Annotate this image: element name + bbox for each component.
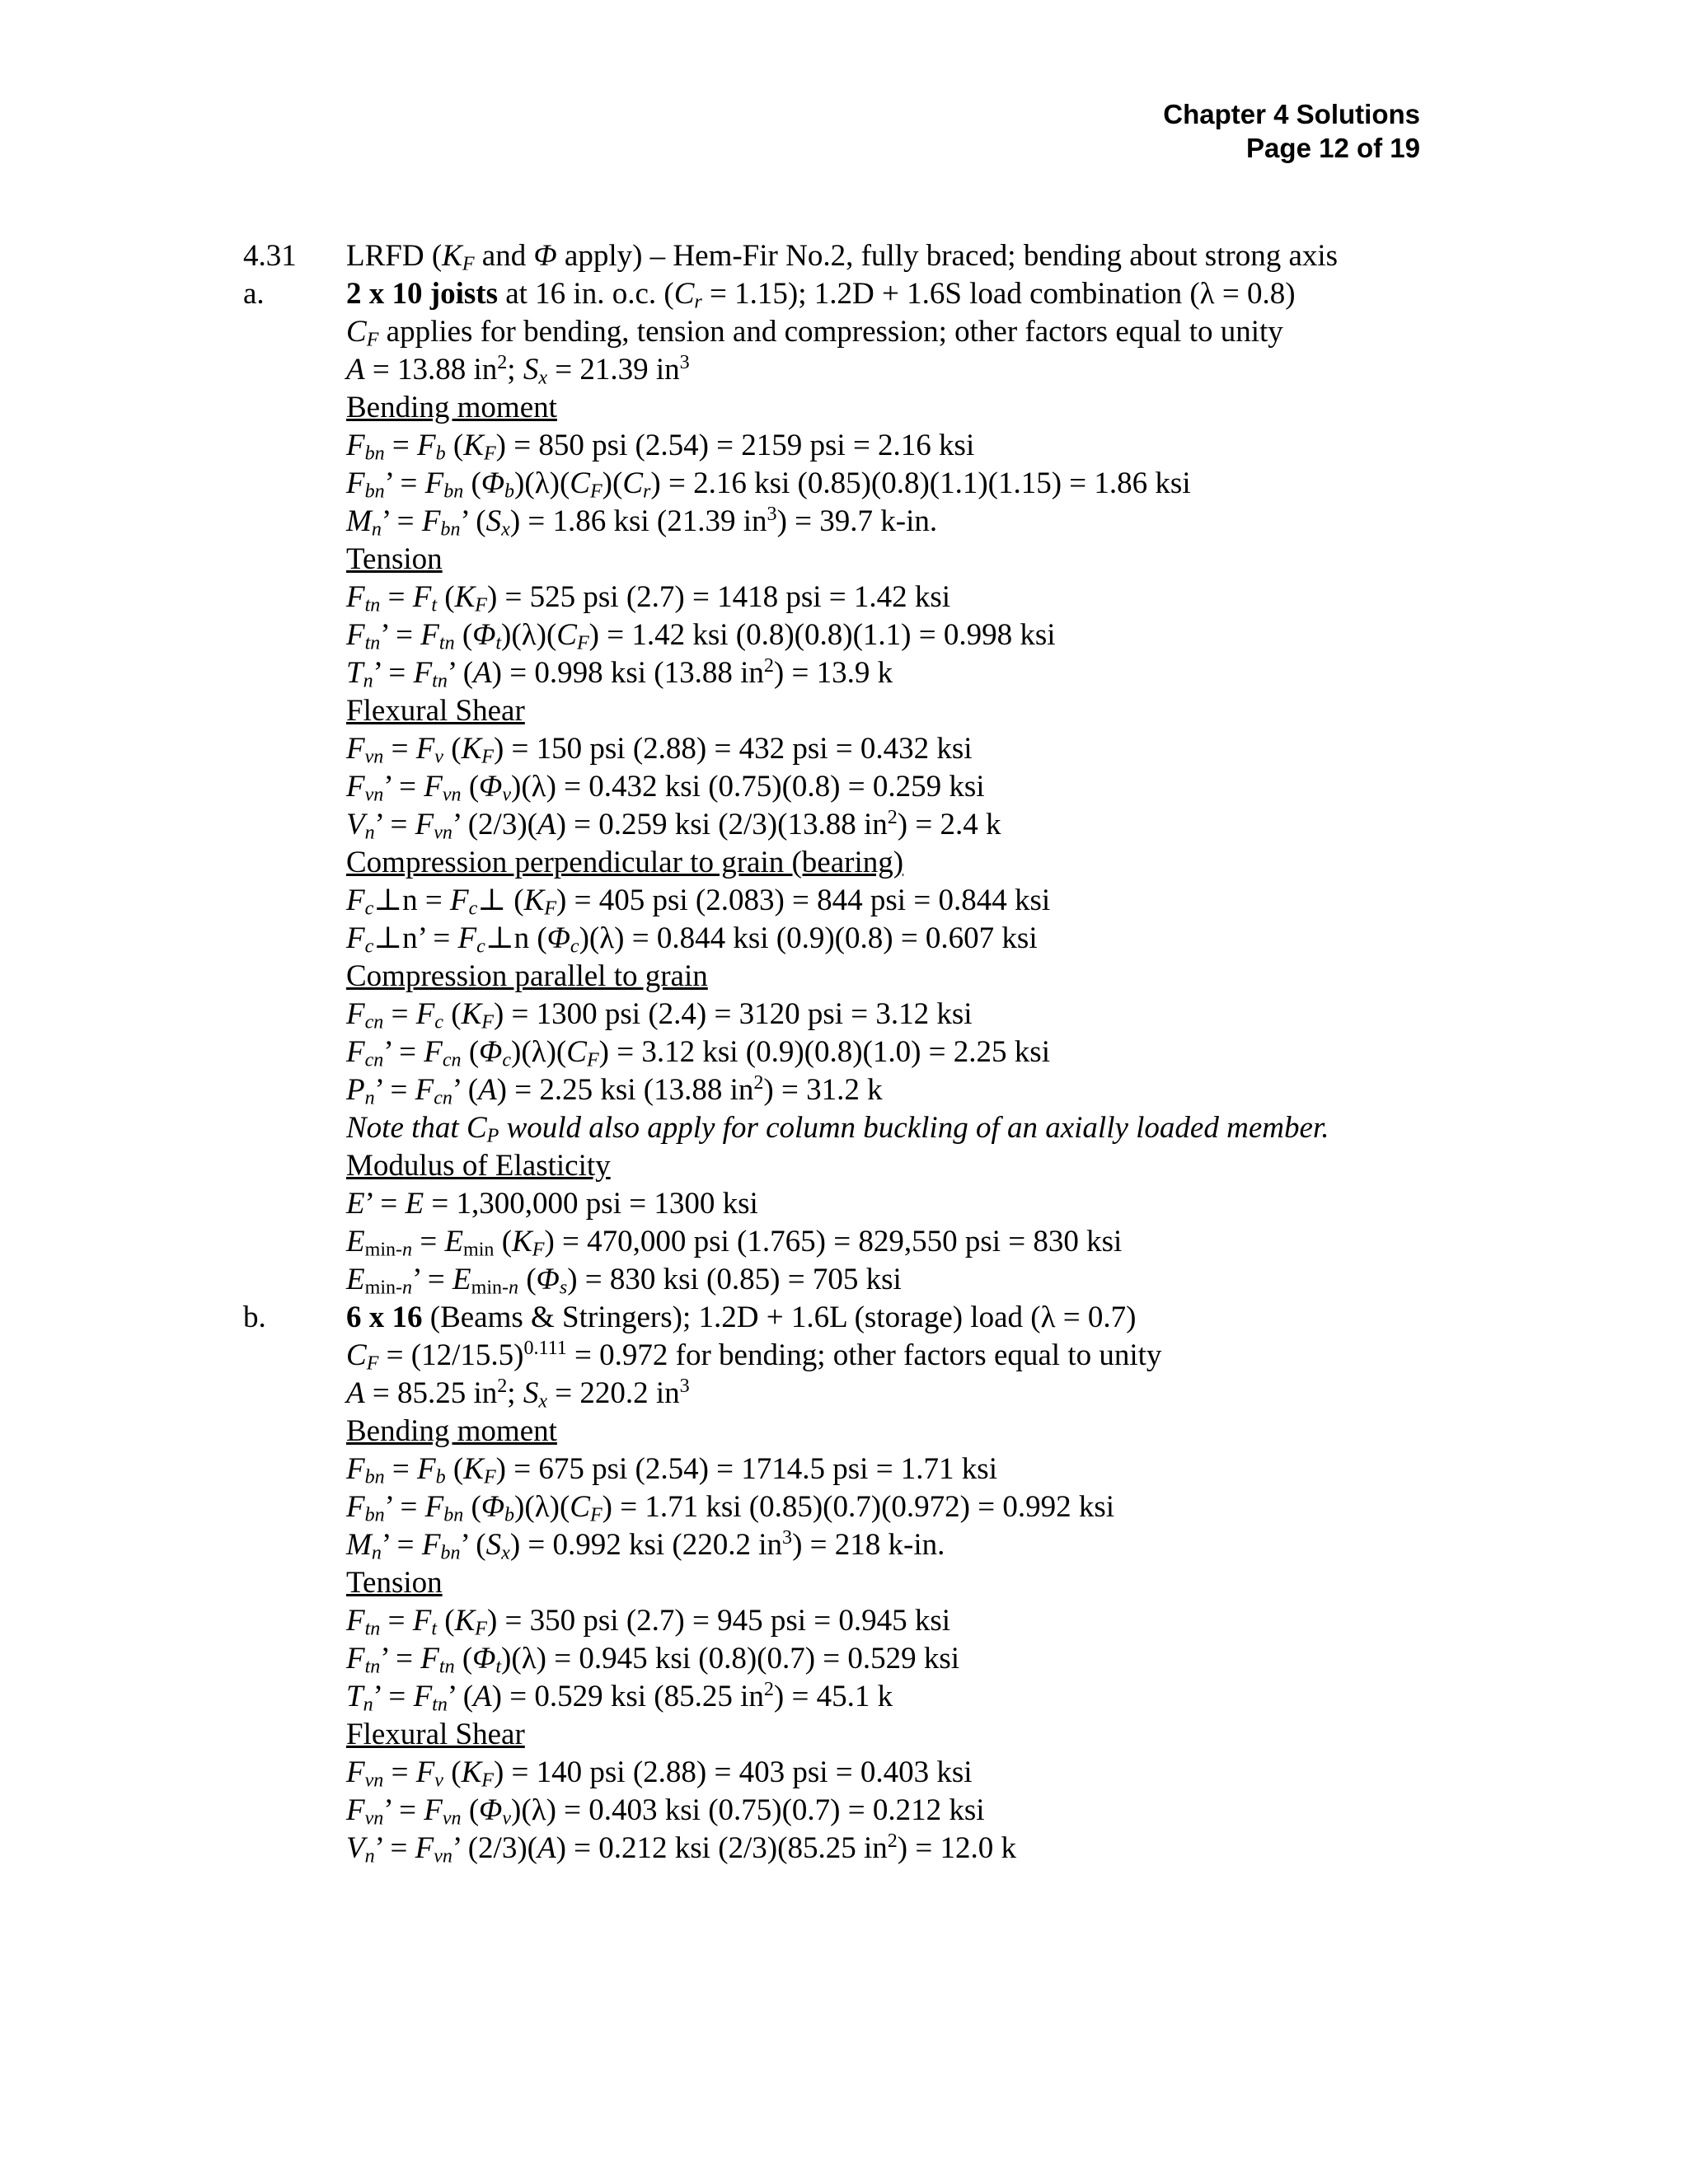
- part-a-bending-heading: Bending moment: [346, 391, 557, 424]
- equation-line: $F_{vn}$’ = $F_{vn}$ $(\Phi_v)(\lambda) = 0.403$ ksi (0.75)(0.7) = 0.212 ksi: [346, 1793, 985, 1830]
- part-a-shear-heading: Flexural Shear: [346, 694, 525, 728]
- equation-line: $F_{cn} = F_c$ $(K_F) = 1300$ psi (2.4) = 3120 psi = 3.12 ksi: [346, 997, 973, 1033]
- equation-line: $E_{min-n}$’ = $E_{min-n}$ $(\Phi_s) = 830$ ksi (0.85) = 705 ksi: [346, 1263, 902, 1299]
- equation-line: $T_n$’ = $F_{tn}$’ (A) = 0.998 ksi (13.88 $in^2) = 13.9$ k: [346, 654, 893, 692]
- part-b-section-props: A = 85.25 $in^2$; $S_x = 220.2$ $in^3$: [346, 1375, 690, 1413]
- equation-line: $F_{tn} = F_t$ $(K_F) = 350$ psi (2.7) = 945 psi = 0.945 ksi: [346, 1604, 951, 1640]
- problem-number: 4.31: [243, 239, 297, 273]
- part-a-intro: 2 x 10 joists at 16 in. o.c. $(C_r = 1.15)$; 1.2D + 1.6S load combination (λ = 0.8): [346, 277, 1296, 313]
- chapter-title: Chapter 4 Solutions: [1163, 99, 1420, 129]
- part-a-label: a.: [243, 277, 265, 311]
- part-a-cperp-heading: Compression perpendicular to grain (bearing): [346, 846, 904, 879]
- equation-line: $F_{bn}$’ = $F_{bn}$ $(\Phi_b)(\lambda)(C_F)(C_r) = 2.16$ ksi (0.85)(0.8)(1.1)(1.15) = 1.86 ksi: [346, 466, 1191, 503]
- equation-line: $P_n$’ = $F_{cn}$’ (A) = 2.25 ksi (13.88 $in^2) = 31.2$ k: [346, 1071, 883, 1109]
- equation-line: $F_{vn}$’ = $F_{vn}$ $(\Phi_v)(\lambda) = 0.432$ ksi (0.75)(0.8) = 0.259 ksi: [346, 770, 985, 806]
- part-a-cf-note: $C_F$ applies for bending, tension and compression; other factors equal to unity: [346, 315, 1283, 351]
- part-b-intro: 6 x 16 (Beams & Stringers); 1.2D + 1.6L (storage) load (λ = 0.7): [346, 1301, 1137, 1334]
- equation-line: $F_{cn}$’ = $F_{cn}$ $(\Phi_c)(\lambda)(C_F) = 3.12$ ksi (0.9)(0.8)(1.0) = 2.25 ksi: [346, 1035, 1050, 1071]
- equation-line: $M_n$’ = $F_{bn}$’ $(S_x) = 1.86$ ksi (21.39 $in^3) = 39.7$ k-in.: [346, 503, 938, 541]
- equation-line: $F_{vn} = F_v$ $(K_F) = 150$ psi (2.88) = 432 psi = 0.432 ksi: [346, 732, 973, 768]
- equation-line: $F_{tn}$’ = $F_{tn}$ $(\Phi_t)(\lambda)(C_F) = 1.42$ ksi (0.8)(0.8)(1.1) = 0.998 ksi: [346, 618, 1056, 654]
- part-a-moe-heading: Modulus of Elasticity: [346, 1149, 611, 1183]
- part-b-bending-heading: Bending moment: [346, 1414, 557, 1448]
- equation-line: $F_{bn} = F_b$ $(K_F) = 675$ psi (2.54) = 1714.5 psi = 1.71 ksi: [346, 1452, 997, 1488]
- page-number: Page 12 of 19: [1246, 133, 1420, 163]
- equation-line: $F_{tn} = F_t$ $(K_F) = 525$ psi (2.7) = 1418 psi = 1.42 ksi: [346, 580, 951, 616]
- part-b-shear-heading: Flexural Shear: [346, 1718, 525, 1751]
- part-a-cpar-heading: Compression parallel to grain: [346, 959, 708, 993]
- equation-line: $F_c\perp n$ = $F_c\perp$ $(K_F) = 405$ psi (2.083) = 844 psi = 0.844 ksi: [346, 883, 1051, 920]
- equation-line: $V_n$’ = $F_{vn}$’ (2/3)(A) = 0.259 ksi (2/3)(13.88 $in^2) = 2.4$ k: [346, 806, 1001, 844]
- equation-line: $F_{bn}$’ = $F_{bn}$ $(\Phi_b)(\lambda)(C_F) = 1.71$ ksi (0.85)(0.7)(0.972) = 0.992 ksi: [346, 1490, 1115, 1526]
- equation-line: $F_{bn} = F_b$ $(K_F) = 850$ psi (2.54) = 2159 psi = 2.16 ksi: [346, 429, 975, 465]
- problem-statement: LRFD ($K_F$ and Φ apply) – Hem-Fir No.2, fully braced; bending about strong axis: [346, 239, 1339, 275]
- part-b-label: b.: [243, 1301, 266, 1334]
- column-buckling-note: Note that $C_P$ would also apply for column buckling of an axially loaded member.: [346, 1111, 1329, 1147]
- part-a-tension-heading: Tension: [346, 542, 443, 576]
- equation-line: $V_n$’ = $F_{vn}$’ (2/3)(A) = 0.212 ksi (2/3)(85.25 $in^2) = 12.0$ k: [346, 1830, 1016, 1868]
- equation-line: E’ = E = 1,300,000 psi = 1300 ksi: [346, 1187, 758, 1221]
- equation-line: $T_n$’ = $F_{tn}$’ (A) = 0.529 ksi (85.25 $in^2) = 45.1$ k: [346, 1678, 893, 1716]
- part-b-cf-note: $C_F = (12/15.5)^{0.111} = 0.972$ for bending; other factors equal to unity: [346, 1337, 1162, 1375]
- equation-line: $E_{min-n} = E_{min}$ $(K_F) = 470,000$ psi (1.765) = 829,550 psi = 830 ksi: [346, 1225, 1123, 1261]
- part-a-section-props: A = 13.88 $in^2$; $S_x = 21.39$ $in^3$: [346, 351, 690, 389]
- equation-line: $F_c\perp n$’ = $F_c\perp n$ $(\Phi_c)(\lambda) = 0.844$ ksi (0.9)(0.8) = 0.607 ksi: [346, 921, 1038, 958]
- equation-line: $F_{vn} = F_v$ $(K_F) = 140$ psi (2.88) = 403 psi = 0.403 ksi: [346, 1755, 973, 1792]
- equation-line: $F_{tn}$’ = $F_{tn}$ $(\Phi_t)(\lambda) = 0.945$ ksi (0.8)(0.7) = 0.529 ksi: [346, 1642, 960, 1678]
- page-header: [1163, 97, 1420, 165]
- equation-line: $M_n$’ = $F_{bn}$’ $(S_x) = 0.992$ ksi (220.2 $in^3) = 218$ k-in.: [346, 1526, 945, 1564]
- part-b-tension-heading: Tension: [346, 1566, 443, 1600]
